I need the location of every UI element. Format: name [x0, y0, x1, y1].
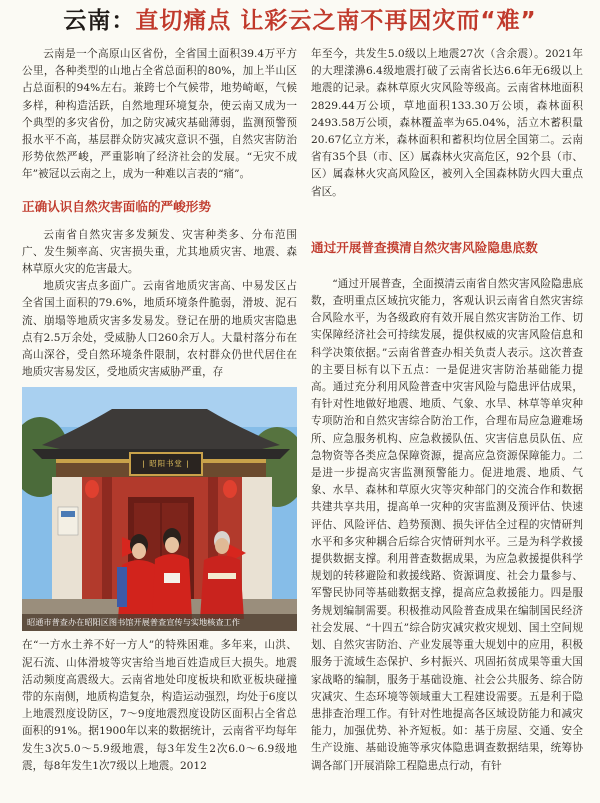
photo-illustration	[22, 387, 297, 631]
section-heading-census: 通过开展普查摸清自然灾害风险隐患底数	[311, 239, 538, 255]
photo-caption: 昭通市普查办在昭阳区图书馆开展普查宣传与实地核查工作	[22, 614, 297, 631]
section-heading-severity: 正确认识自然灾害面临的严峻形势	[22, 198, 211, 214]
body-paragraph: 年至今，共发生5.0级以上地震27次（含余震）。2021年的大理漾濞6.4级地震打破了云南省长达6.6年无6级以上地震的记录。森林草原火灾风险等级高。云南省林地面积2829.44万公顷，草地面积133.30万公顷，森林面积2493.58万公顷，森林覆盖率为65.04%，活立木蓄积量20.67亿立方米，森林面积和蓄积均位居全国第二。云南省有35个县（市、区）属森林火灾高危区，92个县（市、区）属森林火灾高风险区，被列入全国森林防火四大重点省区。	[311, 48, 583, 198]
census-photo	[22, 387, 297, 631]
body-paragraph: 云南省自然灾害多发频发、灾害种类多、分布范围广、发生频率高、灾害损失重，尤其地质灾害、地震、森林草原火灾的危害最大。	[22, 228, 297, 276]
left-column	[22, 46, 297, 775]
building-sign-text: | 昭阳书堂 |	[142, 459, 190, 469]
body-paragraph: 地质灾害点多面广。云南省地质灾害高、中易发区占全省国土面积的79.6%，地质环境条件脆弱，滑坡、泥石流、崩塌等地质灾害多发易发。登记在册的地质灾害隐患点有2.5万余处，受威胁人口260余万人。大量村落分布在高山深谷，受自然环境条件限制，农村群众仍世代居住在地质灾害易发区，受地质灾害威胁严重，存	[22, 280, 297, 379]
right-column	[311, 46, 583, 775]
article-title	[0, 4, 600, 38]
intro-paragraph: 云南是一个高原山区省份，全省国土面积39.4万平方公里，各种类型的山地占全省总面积的80%，加上半山区占总面积的94%左右。兼跨七个气候带，地势崎岖，气候多样，种构造活跃，自然地理环境复杂，使云南又成为一个典型的多灾省份，加之防灾减灾基础薄弱，监测预警预报水平不高，基层群众防灾减灾意识不强，自然灾害防治形势依然严峻，严重影响了经济社会的发展。“无灾不成年”被冠以云南之上，成为一种难以言表的“痛”。	[22, 48, 297, 181]
title-region: 云南：	[63, 8, 136, 34]
title-main: 直切痛点 让彩云之南不再因灾而“难”	[135, 8, 537, 34]
body-paragraph: 在“一方水土养不好一方人”的特殊困难。多年来，山洪、泥石流、山体滑坡等灾害给当地百姓造成巨大损失。地震活动频度高震级大。云南省地处印度板块和欧亚板块碰撞带的东南侧，地质构造复杂，构造运动强烈，均处于6度以上地震烈度设防区，7～9度地震烈度设防区面积占全省总面积的91%。据1900年以来的数据统计，云南省平均每年发生3次5.0～5.9级地震，每3年发生2次6.0～6.9级地震，每8年发生1次7级以上地震。2012	[22, 639, 297, 772]
body-paragraph: “通过开展普查，全面摸清云南省自然灾害风险隐患底数，查明重点区域抗灾能力，客观认识云南省自然灾害综合风险水平，为各级政府有效开展自然灾害防治工作、切实保障经济社会可持续发展，提供权威的灾害风险信息和科学决策依据。”云南省普查办相关负责人表示。这次普查的主要目标有以下五点：一是促进灾害防治基础能力提高。通过充分利用风险普查中灾害风险与隐患评估成果，有针对性地做好地震、地质、气象、水旱、林草等单灾种专项防治和自然灾害综合防治工作，合理布局应急避难场所、应急服务机构、应急救援队伍、灾害信息员队伍、应急物资等各类应急保障资源，提高应急资源保障能力。二是进一步提高灾害监测预警能力。促进地震、地质、气象、水旱、森林和草原火灾等灾种部门的交流合作和数据共建共享共用，提高单一灾种的灾害监测及预评估、快速评估、风险评估、趋势预测、损失评估全过程的灾情研判水平和多灾种耦合后综合灾情研判水平。三是为科学救援提供数据支撑。利用普查数据成果，为应急救援提供科学规划的转移避险和救援线路、资源调度、社会力量参与、军警民协同等基础数据支撑，提高应急救援能力。四是服务规划编制需要。积极推动风险普查成果在编制国民经济社会发展、“十四五”综合防灾减灾救灾规划、国土空间规划、自然灾害防治、产业发展等重大规划中的应用，积极服务于流域生态保护、乡村振兴、巩固拓贫成果等重大国家战略的编制，服务于基础设施、社会公共服务、综合防灾减灾、生态环境等领域重大工程建设需要。五是利于隐患排查治理工作。有针对性地提高各区域设防能力和减灾能力，加强优势、补齐短板。如：基于房屋、交通、安全生产设施、基础设施等承灾体隐患调查数据结果，统筹协调各部门开展消除工程隐患点行动，有针	[311, 277, 583, 772]
